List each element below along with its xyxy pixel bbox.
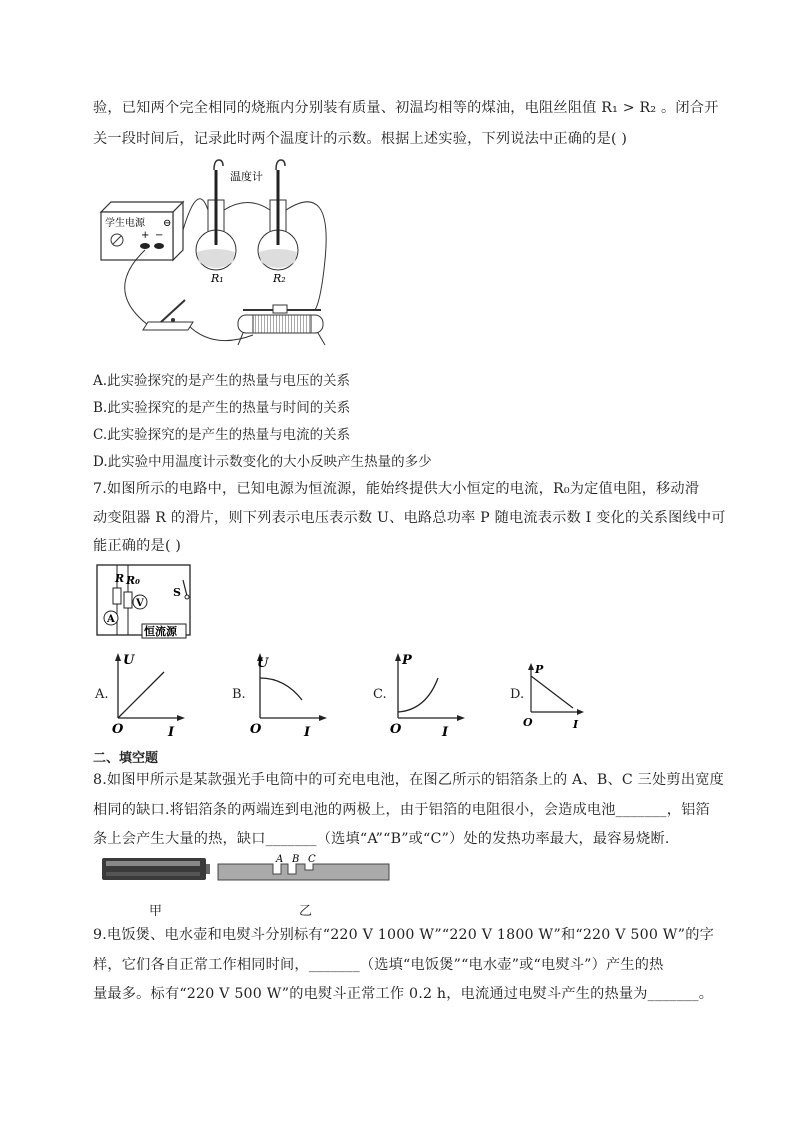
q8-text-line-3: 条上会产生大量的热，缺口_______（选填“A”“B”或“C”）处的发热功率最大，最容易烧断. (93, 831, 670, 847)
q7-option-d-label[interactable]: D. (510, 687, 525, 702)
q8-text-line-1: 8.如图甲所示是某款强光手电筒中的可充电电池，在图乙所示的铝箔条上的 A、B、C 三处剪出宽度 (93, 772, 724, 788)
svg-text:R₂: R₂ (273, 272, 286, 285)
q9-text-line-1: 9.电饭煲、电水壶和电熨斗分别标有“220 V 1000 W”“220 V 1800 W”和“220 V 500 W”的字 (93, 927, 715, 943)
svg-text:A: A (107, 614, 115, 625)
svg-text:恒流源: 恒流源 (144, 625, 177, 638)
graph-a-curve (118, 672, 164, 718)
svg-text:R₁: R₁ (211, 272, 224, 285)
svg-text:I: I (168, 725, 175, 740)
svg-text:O: O (112, 722, 124, 737)
q7-graph-c[interactable] (388, 650, 468, 740)
svg-text:+: + (141, 230, 150, 241)
q7-text-line-1: 7.如图所示的电路中，已知电源为恒流源，能始终提供大小恒定的电流，R₀为定值电阻，移动滑 (93, 481, 700, 497)
rheostat (238, 305, 325, 345)
q7-option-a-label[interactable]: A. (95, 687, 109, 702)
power-supply (101, 202, 183, 260)
joule-heating-apparatus-figure (93, 150, 343, 360)
svg-text:R: R (115, 572, 125, 585)
q8-figures (100, 852, 400, 888)
svg-text:R₀: R₀ (126, 574, 140, 587)
svg-text:O: O (523, 716, 533, 729)
svg-text:O: O (390, 722, 402, 737)
q8-text-line-2: 相同的缺口.将铝箔条的两端连到电池的两极上，由于铝箔的电阻很小，会造成电池_______，铝箔 (93, 802, 710, 818)
svg-text:A: A (276, 854, 284, 865)
q7-graph-a[interactable] (108, 650, 188, 740)
q7-graph-d[interactable] (523, 660, 593, 730)
svg-text:U: U (257, 656, 269, 671)
svg-text:B: B (292, 854, 300, 865)
battery-image (102, 858, 210, 880)
svg-text:⊖: ⊖ (163, 218, 172, 229)
q6-option-c[interactable]: C.此实验探究的是产生的热量与电流的关系 (93, 427, 351, 443)
q9-text-line-3: 量最多。标有“220 V 500 W”的电熨斗正常工作 0.2 h，电流通过电熨斗产生的热量为_______。 (93, 986, 714, 1002)
q6-option-d[interactable]: D.此实验中用温度计示数变化的大小反映产生热量的多少 (93, 454, 432, 470)
svg-text:C: C (308, 854, 316, 865)
q7-text-line-3: 能正确的是( ) (93, 538, 182, 554)
svg-text:−: − (155, 230, 164, 241)
svg-text:P: P (535, 663, 544, 676)
q6-option-b[interactable]: B.此实验探究的是产生的热量与时间的关系 (93, 400, 351, 416)
svg-text:V: V (136, 598, 144, 609)
q6-option-a[interactable]: A.此实验探究的是产生的热量与电压的关系 (93, 373, 351, 389)
q9-text-line-2: 样，它们各自正常工作相同时间，_______（选填“电饭煲”“电水壶”或“电熨斗”）产生的热 (93, 957, 664, 973)
q7-text-line-2: 动变阻器 R 的滑片，则下列表示电压表示数 U、电路总功率 P 随电流表示数 I 变化的关系图线中可 (93, 510, 726, 526)
svg-text:O: O (250, 722, 262, 737)
svg-text:I: I (573, 718, 579, 730)
q6-text-line-1: 验，已知两个完全相同的烧瓶内分别装有质量、初温均相等的煤油，电阻丝阻值 R₁ > R₂ 。闭合开 (93, 100, 719, 116)
svg-text:P: P (402, 653, 412, 668)
svg-text:S: S (173, 586, 181, 599)
graph-d-curve (531, 676, 573, 708)
q7-option-c-label[interactable]: C. (373, 687, 387, 702)
caption-jia: 甲 (149, 904, 163, 919)
foil-strip (218, 854, 389, 880)
flask-r2 (258, 160, 298, 285)
q7-graph-b[interactable] (250, 650, 330, 740)
graph-c-curve (398, 678, 438, 712)
q6-text-line-2: 关一段时间后，记录此时两个温度计的示数。根据上述实验，下列说法中正确的是( ) (93, 131, 628, 147)
svg-text:U: U (123, 653, 135, 668)
graph-b-curve (260, 678, 302, 700)
svg-text:I: I (442, 725, 449, 740)
q7-option-b-label[interactable]: B. (232, 687, 246, 702)
svg-text:I: I (304, 725, 311, 740)
power-supply-label: 学生电源 (105, 218, 145, 229)
caption-yi: 乙 (299, 904, 313, 919)
thermometer-label: 温度计 (230, 170, 263, 183)
section-heading-fill-in: 二、填空题 (93, 751, 159, 766)
switch (143, 300, 193, 330)
q7-circuit-diagram (95, 562, 195, 640)
